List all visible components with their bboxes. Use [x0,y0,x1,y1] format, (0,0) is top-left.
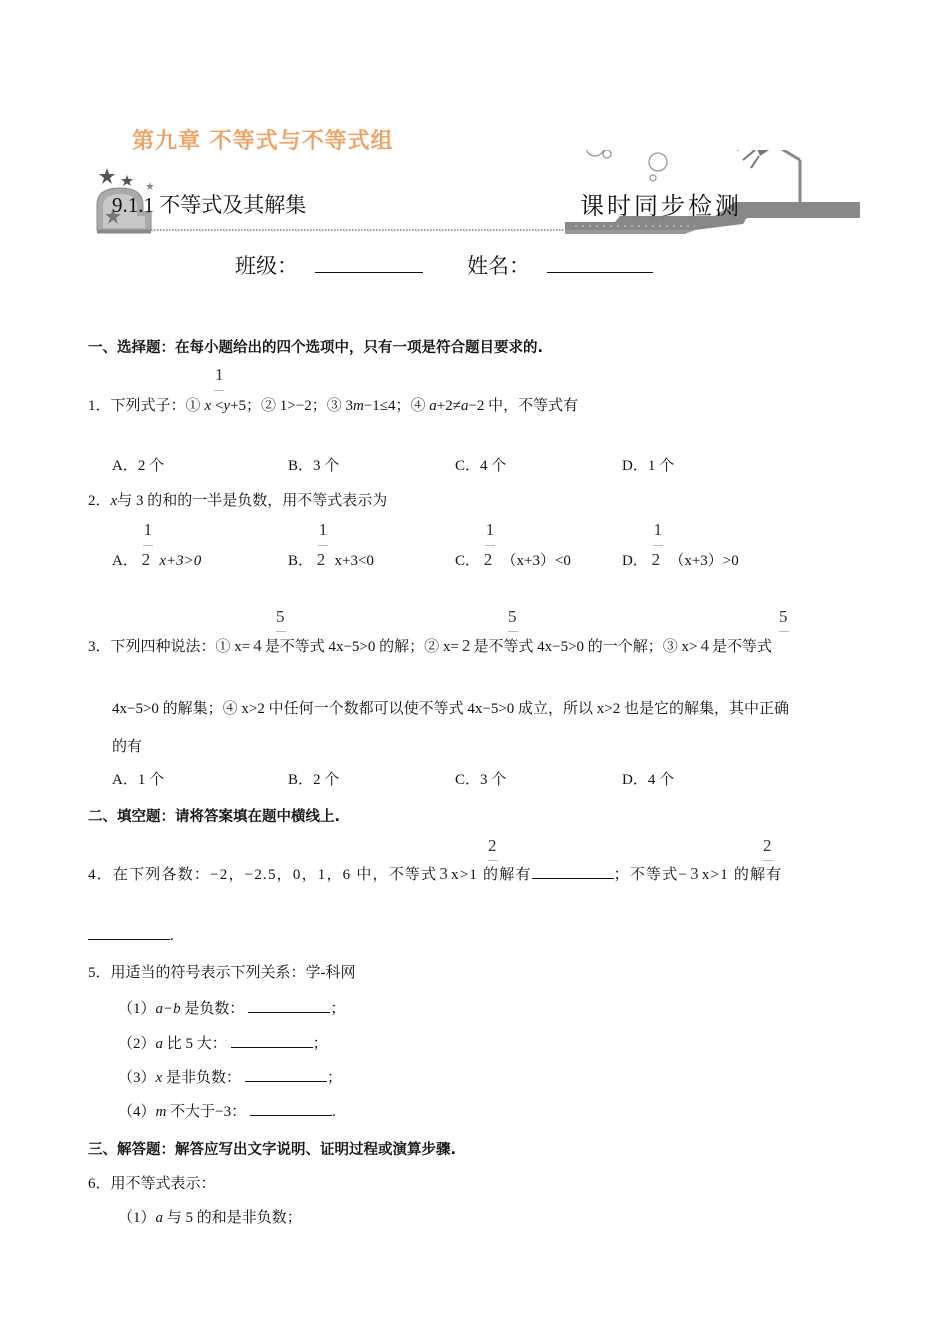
question-2: 2．x与 3 的和的一半是负数，用不等式表示为 [88,493,388,509]
section1-heading: 一、选择题：在每小题给出的四个选项中，只有一项是符合题目要求的. [88,340,544,356]
stars-icon [99,168,154,190]
q1-option-c[interactable]: C．4 个 [455,458,507,474]
q4-answer-blank-2[interactable] [88,925,170,940]
q1-option-d[interactable]: D．1 个 [622,458,675,474]
chapter-title: 第九章 不等式与不等式组 [132,129,394,154]
q3-option-b[interactable]: B．2 个 [288,772,340,788]
question-5: 5．用适当的符号表示下列关系：学-科网 [88,965,356,981]
q2-option-b[interactable]: B． $\frac{1}{2} x+3<0$ [288,520,374,569]
class-label: 班级： [235,254,298,278]
q2-option-d[interactable]: D． $\frac{1}{2} (x+3)>0$ [622,520,739,569]
bubbles-icon [586,150,667,181]
q5-answer-blank-2[interactable] [231,1033,313,1048]
section-title: 9.1.1 不等式及其解集 [112,193,307,217]
q5-answer-blank-1[interactable] [248,998,330,1013]
q5-item-3: （3）x 是非负数： ； [118,1066,342,1087]
desk-lamp-icon [735,150,800,202]
q1-option-b[interactable]: B．3 个 [288,458,340,474]
class-input-line[interactable] [315,256,423,273]
q2-option-a[interactable]: A． $\frac{1}{2} x+3>0$ [112,520,202,569]
badge-title: 课时同步检测 [580,192,742,220]
q5-answer-blank-4[interactable] [250,1101,332,1116]
q2-option-c[interactable]: C． $\frac{1}{2} (x+3)<0$ [455,520,571,569]
q3-option-c[interactable]: C．3 个 [455,772,507,788]
question-4: 4．在下列各数：−2，−2.5，0，1，6 中，不等式 3 x>1 的解有 ；不等式− 3 x>1 的解有 [88,864,783,883]
question-3-line2: 4x−5>0 的解集；④ x>2 中任何一个数都可以使不等式 4x−5>0 成立，所以 x>2 也是它的解集，其中正确 [112,701,790,717]
q5-item-2: （2）a 比 5 大： ； [118,1032,328,1053]
question-1: 1．下列式子：① x <y+5；② 1>−2；③ 3m−1≤4；④ a+2≠a−2 中，不等式有 [88,398,579,414]
q5-answer-blank-3[interactable] [245,1067,327,1082]
question-6: 6．用不等式表示： [88,1176,216,1192]
q6-item-1: （1）a 与 5 的和是非负数； [118,1210,302,1226]
question-3-line3: 的有 [112,739,143,755]
q5-item-1: （1）a−b 是负数： ； [118,997,345,1018]
section3-heading: 三、解答题：解答应写出文字说明、证明过程或演算步骤. [88,1142,457,1158]
question-4-line2: . [88,925,174,945]
q1-option-a[interactable]: A．2 个 [112,458,165,474]
q4-answer-blank-1[interactable] [532,864,614,879]
section2-heading: 二、填空题：请将答案填在题中横线上. [88,809,341,825]
name-label: 姓名： [467,254,530,278]
name-input-line[interactable] [547,256,653,273]
q5-item-4: （4）m 不大于−3： . [118,1100,336,1121]
q3-option-a[interactable]: A．1 个 [112,772,165,788]
name-field [467,250,653,280]
question-3-line1: 3．下列四种说法：① x= 4 是不等式 4x−5>0 的解；② x= 2 是不等式 4x−5>0 的一个解；③ x> 4 是不等式 [88,636,773,655]
class-field [235,250,423,280]
q3-option-d[interactable]: D．4 个 [622,772,675,788]
